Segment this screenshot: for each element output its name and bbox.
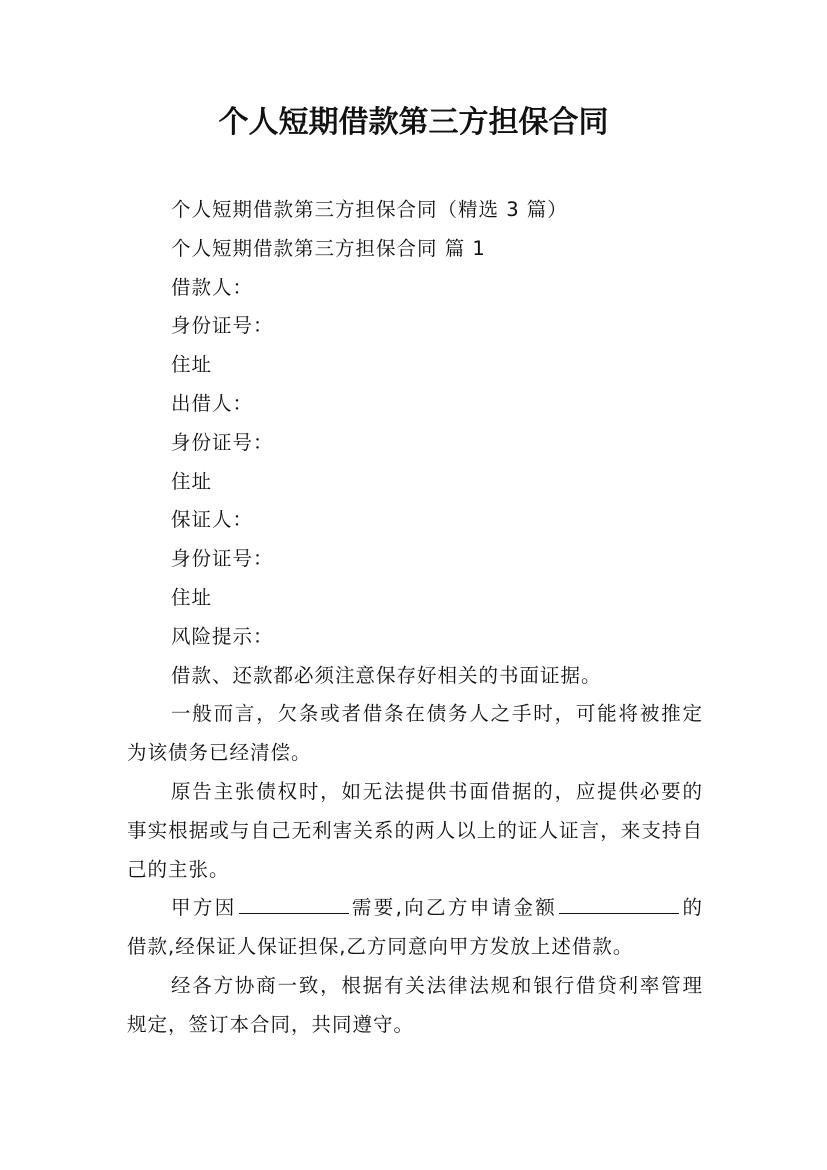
amount-blank-line [559,895,679,914]
loan-clause-part-2: 需要,向乙方申请金额 [350,896,558,920]
lender-id-label: 身份证号： [171,430,274,454]
closing-paragraph: 经各方协商一致，根据有关法律法规和银行借贷利率管理规定，签订本合同，共同遵守。 [127,973,703,1036]
purpose-blank-line [239,895,349,914]
guarantor-address-label: 住址 [171,585,213,609]
risk-paragraph-2: 一般而言，欠条或者借条在债务人之手时，可能将被推定为该债务已经清偿。 [127,702,703,765]
lender-address-label: 住址 [171,469,213,493]
guarantor-label: 保证人： [171,508,254,532]
risk-paragraph-3: 原告主张债权时，如无法提供书面借据的，应提供必要的事实根据或与自己无利害关系的两人以上的证人证言，来支持自己的主张。 [127,779,703,881]
guarantor-id-label: 身份证号： [171,547,274,571]
document-title: 个人短期借款第三方担保合同 [218,105,609,140]
borrower-id-label: 身份证号： [171,314,274,338]
paragraph-part-title: 个人短期借款第三方担保合同 篇 1 [171,236,486,260]
document-body [127,191,703,1045]
loan-clause-paragraph [127,889,703,967]
loan-clause-part-1: 甲方因 [171,896,237,920]
risk-paragraph-1: 借款、还款都必须注意保存好相关的书面证据。 [171,663,602,687]
borrower-address-label: 住址 [171,353,213,377]
lender-label: 出借人： [171,391,254,415]
risk-warning-label: 风险提示： [171,624,274,648]
borrower-label: 借款人： [171,275,254,299]
loan-clause-part-3: 的借款,经保证人保证担保,乙方同意向甲方发放上述借款。 [127,896,703,959]
paragraph-collection-title: 个人短期借款第三方担保合同（精选 3 篇） [171,198,568,221]
